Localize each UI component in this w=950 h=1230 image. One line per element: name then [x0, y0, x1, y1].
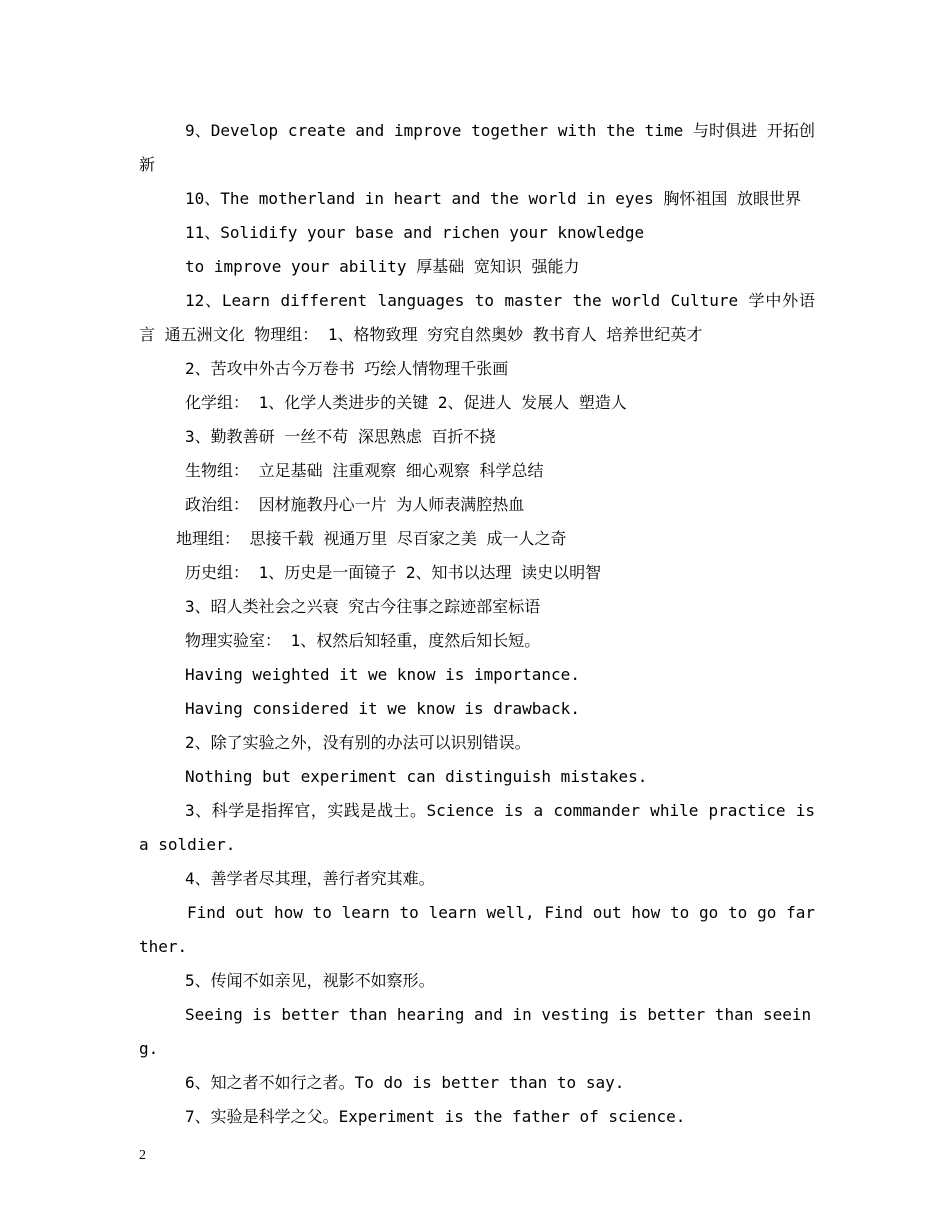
paragraph-biology-group: 生物组： 立足基础 注重观察 细心观察 科学总结 [185, 461, 544, 480]
paragraph-geography-group: 地理组： 思接千载 视通万里 尽百家之美 成一人之奇 [176, 529, 567, 548]
document-body [139, 114, 815, 1134]
paragraph-physics-lab-5-english: Seeing is better than hearing and in vesting is better than seeing. [139, 1005, 812, 1058]
paragraph-motto-12-physics-group: 12、Learn different languages to master the world Culture 学中外语言 通五洲文化 物理组： 1、格物致理 穷究自然奥妙 教书育人 培养世纪英才 [139, 291, 815, 344]
paragraph-history-group-3: 3、昭人类社会之兴衰 究古今往事之踪迹部室标语 [185, 597, 541, 616]
paragraph-physics-lab-1: 物理实验室： 1、权然后知轻重，度然后知长短。 [185, 631, 541, 650]
paragraph-physics-lab-4: 4、善学者尽其理，善行者究其难。 [185, 869, 435, 888]
paragraph-chemistry-group-3: 3、勤教善研 一丝不苟 深思熟虑 百折不挠 [185, 427, 496, 446]
paragraph-physics-lab-1-english-b: Having considered it we know is drawback. [185, 699, 580, 718]
page-number: 2 [139, 1148, 146, 1163]
paragraph-motto-11-continued: to improve your ability 厚基础 宽知识 强能力 [185, 257, 580, 276]
paragraph-physics-lab-2-english: Nothing but experiment can distinguish mistakes. [185, 767, 648, 786]
paragraph-physics-lab-5: 5、传闻不如亲见，视影不如察形。 [185, 971, 435, 990]
paragraph-motto-9: 9、Develop create and improve together with the time 与时俱进 开拓创新 [139, 121, 815, 174]
paragraph-physics-lab-1-english-a: Having weighted it we know is importance. [185, 665, 580, 684]
paragraph-motto-11: 11、Solidify your base and richen your knowledge [185, 223, 645, 242]
paragraph-physics-group-2: 2、苦攻中外古今万卷书 巧绘人情物理千张画 [185, 359, 509, 378]
paragraph-physics-lab-2: 2、除了实验之外，没有别的办法可以识别错误。 [185, 733, 531, 752]
paragraph-physics-lab-3: 3、科学是指挥官，实践是战士。Science is a commander while practice is a soldier. [139, 801, 815, 854]
paragraph-physics-lab-4-english: Find out how to learn to learn well, Find out how to go to go farther. [139, 903, 815, 956]
paragraph-physics-lab-7: 7、实验是科学之父。Experiment is the father of science. [185, 1107, 686, 1126]
paragraph-history-group: 历史组： 1、历史是一面镜子 2、知书以达理 读史以明智 [185, 563, 602, 582]
paragraph-chemistry-group: 化学组： 1、化学人类进步的关键 2、促进人 发展人 塑造人 [185, 393, 627, 412]
paragraph-motto-10: 10、The motherland in heart and the world in eyes 胸怀祖国 放眼世界 [185, 189, 802, 208]
paragraph-politics-group: 政治组： 因材施教丹心一片 为人师表满腔热血 [185, 495, 525, 514]
paragraph-physics-lab-6: 6、知之者不如行之者。To do is better than to say. [185, 1073, 625, 1092]
